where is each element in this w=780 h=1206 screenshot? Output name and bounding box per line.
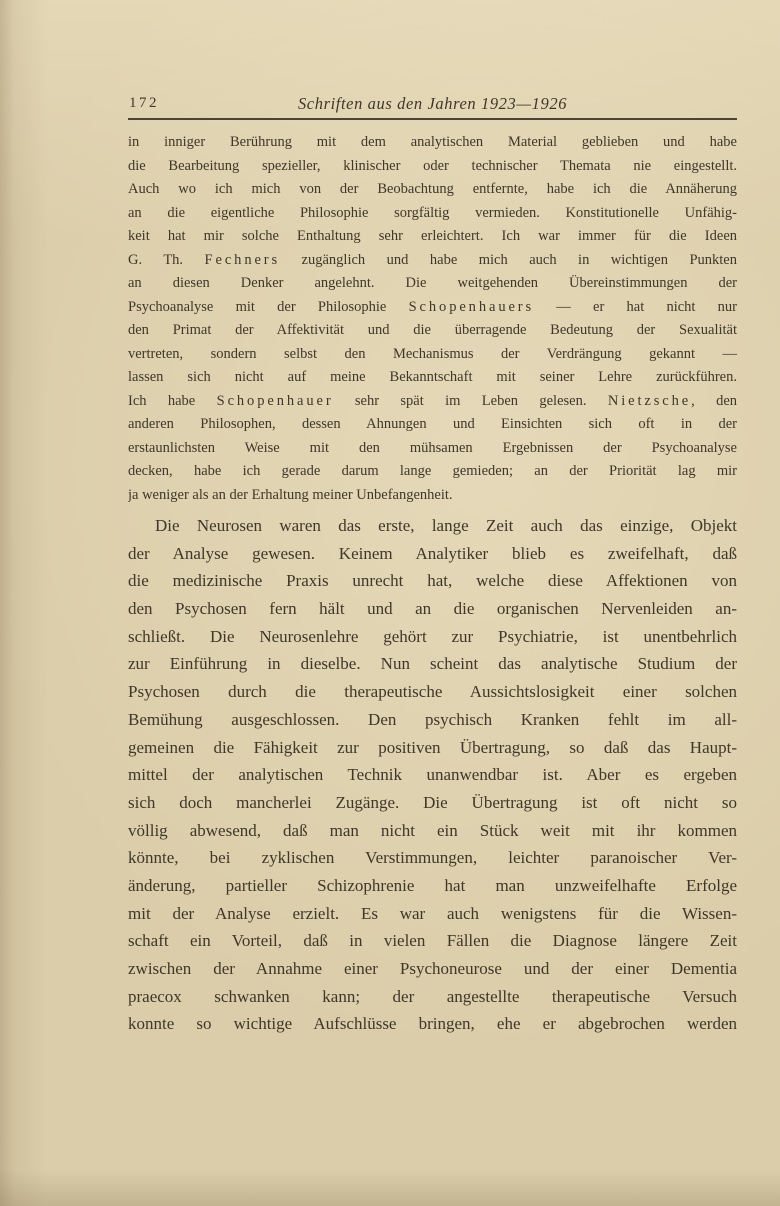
text-segment: könnte, bei zyklischen Verstimmungen, leichter paranoischer Ver-	[128, 848, 737, 868]
letterspaced-name: Schopenhauers	[408, 298, 535, 315]
text-segment: die medizinische Praxis unrecht hat, welche diese Affektionen von	[128, 571, 737, 591]
text-line	[128, 623, 737, 651]
text-line	[128, 390, 737, 414]
text-line	[128, 983, 737, 1011]
text-line	[128, 178, 737, 202]
text-line	[128, 460, 737, 484]
text-line	[128, 413, 737, 437]
text-segment: Psychosen durch die therapeutische Aussichtslosigkeit einer solchen	[128, 682, 737, 702]
text-line	[128, 678, 737, 706]
paragraph	[128, 131, 737, 507]
text-segment: völlig abwesend, daß man nicht ein Stück weit mit ihr kommen	[128, 820, 737, 840]
text-segment: den Psychosen fern hält und an die organischen Nervenleiden an-	[128, 599, 737, 619]
text-line	[128, 272, 737, 296]
paragraph	[128, 512, 737, 1038]
text-segment: Ich habe	[128, 392, 217, 409]
text-line	[128, 900, 737, 928]
text-segment: G. Th.	[128, 251, 205, 268]
text-column	[128, 0, 737, 1038]
text-segment: keit hat mir solche Enthaltung sehr erleichtert. Ich war immer für die Ideen	[128, 228, 737, 244]
text-line	[128, 927, 737, 955]
text-segment: mit der Analyse erzielt. Es war auch wenigstens für die Wissen-	[128, 903, 737, 923]
text-segment: mittel der analytischen Technik unanwendbar ist. Aber es ergeben	[128, 765, 737, 785]
text-line	[128, 366, 737, 390]
text-segment: zugänglich und habe mich auch in wichtigen Punkten	[280, 251, 737, 268]
text-segment: in inniger Berührung mit dem analytischen Material geblieben und habe	[128, 134, 737, 150]
text-segment: an die eigentliche Philosophie sorgfältig vermieden. Konstitutionelle Unfähig-	[128, 204, 737, 221]
text-line	[128, 761, 737, 789]
letterspaced-name: Fechners	[204, 251, 281, 268]
text-line	[128, 225, 737, 249]
text-segment: schaft ein Vorteil, daß in vielen Fällen die Diagnose längere Zeit	[128, 931, 737, 951]
running-head-title: Schriften aus den Jahren 1923—1926	[297, 94, 568, 113]
text-segment: erstaunlichsten Weise mit den mühsamen Ergebnissen der Psychoanalyse	[128, 439, 737, 456]
text-line	[128, 296, 737, 320]
text-segment: der Analyse gewesen. Keinem Analytiker blieb es zweifelhaft, daß	[128, 543, 737, 563]
page-text	[128, 131, 737, 1038]
text-segment: Die Neurosen waren das erste, lange Zeit auch das einzige, Objekt	[155, 516, 737, 535]
text-segment: anderen Philosophen, dessen Ahnungen und Einsichten sich oft in der	[128, 416, 737, 432]
text-line	[128, 650, 737, 678]
text-segment: — er hat nicht nur	[534, 298, 737, 315]
text-line	[128, 1010, 737, 1038]
text-line	[128, 789, 737, 817]
text-line	[128, 817, 737, 845]
text-segment: zwischen der Annahme einer Psychoneurose und der einer Dementia	[128, 959, 737, 978]
text-line	[128, 202, 737, 226]
text-segment: konnte so wichtige Aufschlüsse bringen, ehe er abgebrochen werden	[128, 1014, 737, 1034]
text-segment: ja weniger als an der Erhaltung meiner Unbefangenheit.	[128, 486, 453, 503]
text-line	[128, 955, 737, 983]
text-segment: schließt. Die Neurosenlehre gehört zur Psychiatrie, ist unentbehrlich	[128, 626, 737, 646]
text-segment: sehr spät im Leben gelesen.	[333, 392, 608, 409]
text-segment: zur Einführung in dieselbe. Nun scheint das analytische Studium der	[128, 654, 737, 674]
text-line	[128, 512, 737, 540]
text-segment: sich doch mancherlei Zugänge. Die Übertragung ist oft nicht so	[128, 792, 737, 812]
text-line	[128, 706, 737, 734]
text-line	[128, 540, 737, 568]
text-line	[128, 844, 737, 872]
text-line	[128, 595, 737, 623]
text-segment: praecox schwanken kann; der angestellte therapeutische Versuch	[128, 986, 737, 1006]
text-line	[128, 872, 737, 900]
text-line	[128, 319, 737, 343]
text-line	[128, 734, 737, 762]
text-line	[128, 343, 737, 367]
text-segment: den Primat der Affektivität und die überragende Bedeutung der Sexualität	[128, 322, 737, 338]
text-segment: änderung, partieller Schizophrenie hat man unzweifelhafte Erfolge	[128, 875, 737, 895]
text-segment: , den	[691, 392, 737, 409]
text-segment: Auch wo ich mich von der Beobachtung entfernte, habe ich die Annäherung	[128, 181, 737, 197]
text-segment: lassen sich nicht auf meine Bekanntschaft mit seiner Lehre zurückführen.	[128, 369, 737, 385]
text-segment: Psychoanalyse mit der Philosophie	[128, 298, 409, 315]
text-segment: decken, habe ich gerade darum lange gemieden; an der Priorität lag mir	[128, 463, 737, 479]
text-line	[128, 567, 737, 595]
running-head	[128, 94, 737, 116]
text-line	[128, 155, 737, 179]
header-rule	[128, 118, 737, 120]
text-segment: an diesen Denker angelehnt. Die weitgehenden Übereinstimmungen der	[128, 275, 737, 291]
text-line	[128, 437, 737, 461]
text-segment: Bemühung ausgeschlossen. Den psychisch Kranken fehlt im all-	[128, 709, 737, 729]
letterspaced-name: Nietzsche	[607, 392, 692, 409]
letterspaced-name: Schopenhauer	[216, 392, 334, 409]
text-segment: vertreten, sondern selbst den Mechanismus der Verdrängung gekannt —	[128, 345, 737, 362]
text-line	[128, 131, 737, 155]
text-segment: gemeinen die Fähigkeit zur positiven Übertragung, so daß das Haupt-	[128, 737, 737, 757]
page-number: 172	[129, 95, 159, 111]
text-segment: die Bearbeitung spezieller, klinischer oder technischer Themata nie eingestellt.	[128, 157, 737, 174]
text-line	[128, 484, 737, 508]
text-line	[128, 249, 737, 273]
